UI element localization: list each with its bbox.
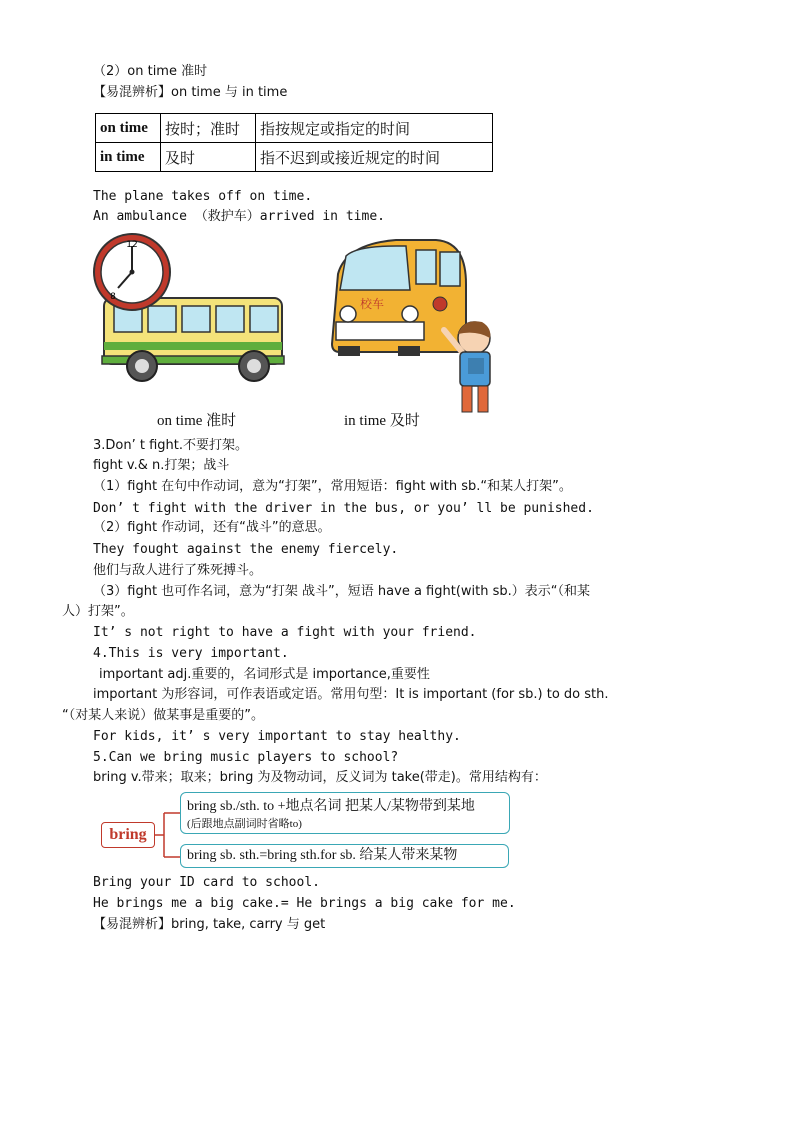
section-heading: 4.This is very important. [93,646,289,661]
example-sentence: It’ s not right to have a fight with your friend. [93,625,477,640]
clock-number-12: 12 [126,240,138,250]
school-bus-sign: 校车 [359,297,385,311]
bring-structure-note: (后跟地点副词时省略to) [187,818,302,830]
bring-structure-1: bring sb./sth. to +地点名词 把某人/某物带到某地 [187,799,475,814]
vocab-definition: fight v.& n.打架；战斗 [93,458,230,473]
section-heading: 5.Can we bring music players to school? [93,750,399,765]
explanation-text: bring v.带来；取来；bring 为及物动词，反义词为 take(带走)。常用结构有： [93,770,547,785]
bring-structure-box-2 [180,844,509,868]
table-cell: 指不迟到或接近规定的时间 [256,143,493,172]
comparison-table [95,113,493,172]
example-sentence: The plane takes off on time. [93,189,313,204]
explanation-text: （1）fight 在句中作动词，意为“打架”，常用短语：fight with sb.“和某人打架”。 [93,479,572,494]
example-sentence: They fought against the enemy fiercely. [93,542,399,557]
vocab-definition: important adj.重要的，名词形式是 importance,重要性 [99,667,430,682]
section-heading: （2）on time 准时 [93,64,208,79]
example-sentence: An ambulance （救护车）arrived in time. [93,209,385,224]
explanation-text: important 为形容词，可作表语或定语。常用句型：It is important (for sb.) to do sth. [93,687,609,702]
table-cell: 指按规定或指定的时间 [256,114,493,143]
explanation-text: （3）fight 也可作名词，意为“打架 战斗”，短语 have a fight(with sb.）表示“（和某 [93,584,590,599]
table-cell: 及时 [161,143,256,172]
section-heading: 【易混辨析】bring, take, carry 与 get [93,917,326,932]
school-bus [332,240,466,356]
example-sentence: Bring your ID card to school. [93,875,320,890]
illustration-caption-left: on time 准时 [157,413,237,429]
clock-icon [94,234,170,310]
section-heading: 3.Don’ t fight.不要打架。 [93,438,249,453]
table-cell: on time [96,114,161,143]
table-cell: 按时；准时 [161,114,256,143]
table-cell: in time [96,143,161,172]
bring-structure-box-1 [180,792,510,834]
translation-text: 他们与敌人进行了殊死搏斗。 [93,563,263,578]
school-bus-illustration [326,234,511,418]
explanation-text: （2）fight 作动词，还有“战斗”的意思。 [93,520,331,535]
clock-number-8: 8 [110,292,116,302]
explanation-text: 人）打架”。 [62,604,134,619]
example-sentence: Don’ t fight with the driver in the bus, or you’ ll be punished. [93,501,594,516]
table-row [96,114,493,143]
explanation-text: “（对某人来说）做某事是重要的”。 [62,708,264,723]
example-sentence: He brings me a big cake.= He brings a big cake for me. [93,896,516,911]
example-sentence: For kids, it’ s very important to stay healthy. [93,729,461,744]
bus-clock-illustration [92,232,292,392]
illustration-caption-right: in time 及时 [344,413,420,429]
section-heading: 【易混辨析】on time 与 in time [93,85,288,100]
bring-label: bring [101,822,155,848]
bring-structure-2: bring sb. sth.=bring sth.for sb. 给某人带来某物 [187,848,458,863]
boy-figure [444,321,490,412]
table-row [96,143,493,172]
